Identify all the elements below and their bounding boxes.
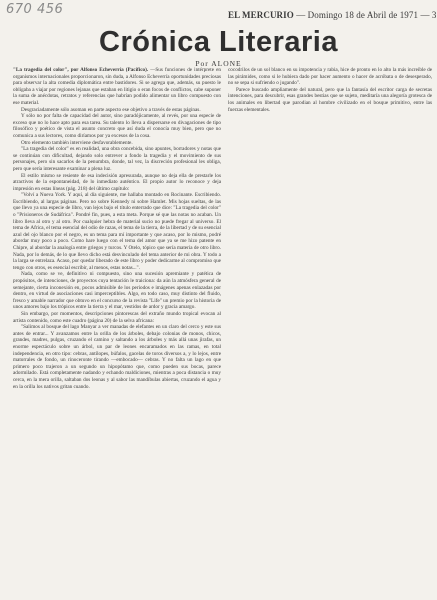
review-heading: "La tragedia del color", por Alfonso Echeverría (Pacífico). — [13, 67, 149, 73]
paragraph: cocodrilos de un sol blanco en su impotencia y rabia, hice de pronto en lo alto la más increíble de las pirámides, como si le hubiera dado por hacer aumento o hacer de acróbata o de desesperado, no se sepa si sufriendo o jugando". — [228, 67, 432, 87]
paragraph: Otro elemento también interviene desfavorablemente. — [21, 139, 133, 146]
paragraph: "La tragedia del color" es en realidad, una obra concebida, sino apuntes, borradores y notas que se continúan con dificultad, dejando solo entrever a fondo la tragedia y el movimiento de sus personajes, pero sin sacarlos de la penumbra, donde, tal vez, la discreción profesional les obliga, pero que sería interesante examinar a plena luz. — [13, 146, 221, 172]
paragraph: Nada, como se ve, definitivo ni compuesto, sino una sucesión apremiante y patética de propósitos, de intenciones, de proyectos cuya tentación le traiciona: da aún la atmósfera general de semejante, cierta inconexión en, pocos admisible de los periodos e imágenes apenas enlazadas por dentro, en virtud de asociaciones casi imperceptibles. Algo, en todo caso, muy distinto del fluido, fresco y amable narrador que obtuvo en el concurso de la revista "Life" un premio por la historia de unos amores bajo los trópicos entre la tierra y el mar, vestidos de ardor y gracia amargo. — [13, 271, 221, 311]
paragraph: El estilo mismo se resiente de esa indecisión apresurada, aunque no deja ella de prestarle los atractivos de la espontaneidad, de lo inmediato auténtico. El propio autor lo reconoce y deja impresión en estas líneas (pág. 218) del último capítulo: — [13, 172, 221, 192]
article-byline: Por ALONE — [195, 59, 242, 68]
lead-paragraph — [13, 67, 221, 107]
paragraph: Sin embargo, por momentos, descripciones pintorescas del extraño mundo tropical evocan al artista contenido, como este cuadro (página 20) de la selva africana: — [13, 310, 221, 324]
left-column — [13, 67, 221, 597]
article-title: Crónica Literaria — [99, 26, 338, 58]
newspaper-name: EL MERCURIO — [228, 10, 294, 20]
page-number: 3 — [431, 10, 437, 20]
paragraph: —Sus funciones de intérprete en organismos internacionales proporcionaron, sin duda, a Alfonso Echeverría oportunidades preciosas para observar la alta comedia diplomática entre bastidores. Si se agrega que, además, su puesto le obligaba a viajar por regiones lejanas que estaban en litigio o eran focos de conflictos, cabe suponer la suma de anécdotas, retratos y referencias que habrían podido alimentar un libro compuesto con ese material. — [13, 67, 221, 106]
right-column — [228, 67, 432, 177]
paragraph: Desgraciadamente sólo asoman en parte aspecto ese objetivo a través de estas páginas. — [21, 106, 201, 113]
paragraph: Parece buscado ampliamente del natural, pero que la fantasía del escritor carga de secretas intenciones, para descubrir, esas grandes bestias que se sujeto, meditaría una alegoría grotesca de los animales en libertad que parodian al hombre civilizado en el bosque primitivo, entre las fuerzas elementales. — [228, 86, 432, 113]
newspaper-header — [228, 10, 437, 20]
handwritten-catalog-number: 670 456 — [6, 2, 64, 17]
paragraph: Y sólo no por falta de capacidad del autor, sino paradójicamente, al revés, por una especie de exceso que no lo hace apto para esa tarea. Su talento lo lleva a dispersarse en divagaciones de tipo filosófico y poético de vista el asunto concreto que así duda el conocía muy bien, pero que no comunica a sus lectores, como diríamos por ya excesos de la cosa. — [13, 113, 221, 139]
paragraph: "Salimos al bosque del lago Manyar a ver manadas de elefantes en un claro del cerco y este sus antes de entrar... Y avanzamos entre la orilla de los árboles, debajo colonias de monos, chicos, grandes, madres, pulgas, cruzando el camino y saltando a los árboles y más allá unas jirafas, un enorme espectáculo sobre un árbol, un par de leones encaramados en las ramas, en total independencia, en otro tipo: cebras, antílopes, búfalos, gacelas de toros diversos a, y lo lejos, entre matorrales de fondo, un rinoceronte tirando —embocado— cebras. Y no falta un lago en que primero poco trajeron a un segundo un hipopótamo que, como pueden sus bocas, parece adormilado. Está completamente nadando y echando maldiciones, mientras a poca distancia o muy cerca, en la mera orilla, saltaban dos leonas y al sabor las mandíbulas abiertas, cruzando el agua y en la orilla los nativos gritan cuando. — [13, 324, 221, 390]
paragraph: "Volví a Nueva York. Y aquí, al día siguiente, me hallaba montado en Rocinante. Escribiendo. Escribiendo, al largas páginas. Pero no sobre Kennedy ni sobre Hamlet. Mis hojas sueltas, de las que llevo ya una especie de libro, van lejos bajo el título enterrado que dice: "La tragedia del color" o "Prisioneros de Sudáfrica". Pondré fin, pues, a esta meta. Porque sé que las notas no acaban. Un libro lleva al otro y al otro. Por cualquier hebra de material sucio no puede fregar al universo. El tema de Africa, el tema esencial del odio de razas, el tema de la tierra, de la libertad y de su esencial azul del ojo blanco por el negro, es un tema para mí importante y que acaso, por lo mismo, podré abordar muy poco a poco. Como hare luego con el tema del amor que ya se me hizo patente en Chipre, al abordar la analogía entre griegos y turcos. Y Otelo, tópico que sería materia de otro libro. Nada, por lo demás, de lo que llevo dicho está desvinculado del tema anterior de mi obra. Y todo a la larga se entrelaza. Acaso, por quedar liberado de este libro y poder dedicarme al compromiso que tengo con otros, es esencial escribir, al menos, estas notas...". — [13, 192, 221, 271]
publication-date: — Domingo 18 de Abril de 1971 — — [296, 10, 430, 20]
